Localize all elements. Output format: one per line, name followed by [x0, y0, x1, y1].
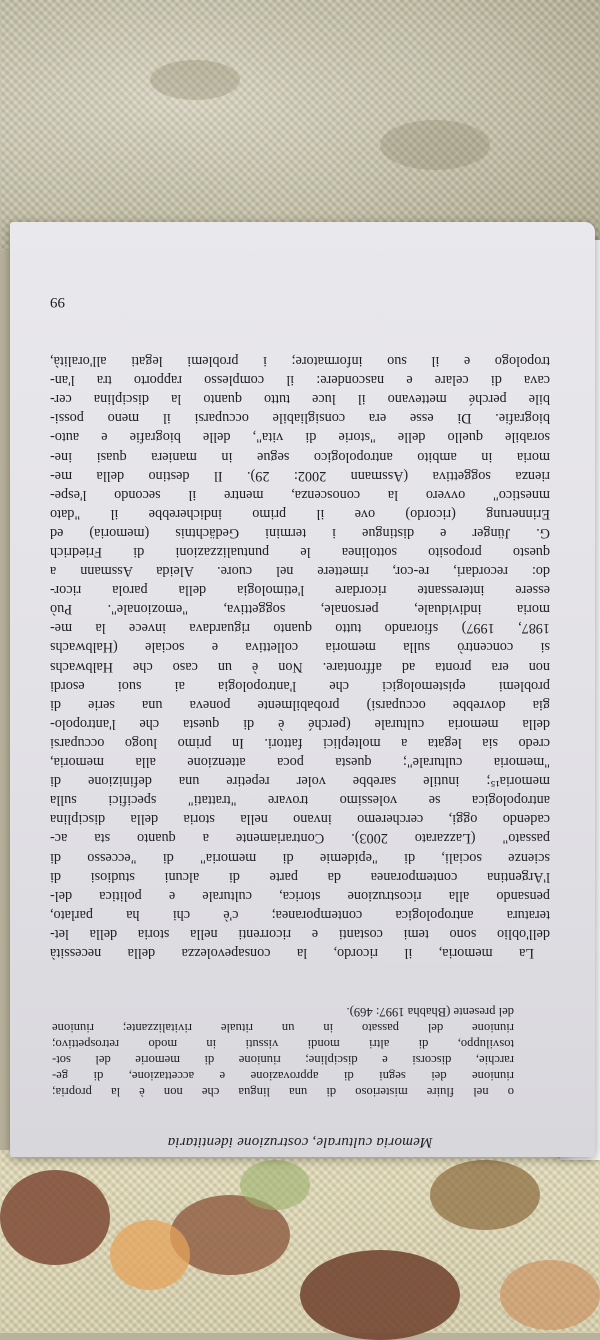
body-line: biografie. Di esse era consigliabile occuparsi il meno possi- — [50, 410, 550, 427]
quote-line: del presente (Bhabha 1997: 469). — [346, 1005, 514, 1019]
body-paragraph — [50, 351, 550, 962]
body-line: teratura antropologica contemporanea; c'è chi ha parlato, — [50, 906, 550, 923]
body-line: "memoria culturale"; questa poca attenzione alla memoria, — [50, 754, 550, 771]
body-line: La memoria, il ricordo, la consapevolezza della necessità — [50, 945, 534, 961]
body-line: l'Argentina contemporanea da parte di alcuni studiosi di — [50, 868, 550, 885]
body-line: rienza soggettiva (Assmann 2002: 29). Il destino della me- — [50, 467, 550, 484]
body-line: sorabile quello delle "storie di vita", delle biografie e auto- — [50, 429, 550, 446]
body-line: gia dovrebbe occuparsi) probabilmente poneva una serie di — [50, 696, 550, 713]
body-line: antropologica se volessimo trovare "trattati" specifici sulla — [50, 792, 550, 809]
body-line: questo proposito sottolinea le puntualizzazioni di Friedrich — [50, 544, 550, 561]
body-line: memoria¹⁵; inutile sarebbe voler repetire una definizione di — [50, 773, 550, 790]
quote-line: rarchie, discorsi e discipline; riunione di memorie del sot- — [52, 1053, 514, 1067]
body-line: dell'oblio sono temi costanti e ricorrenti nella storia della let- — [50, 925, 550, 942]
floral-blanket-background — [0, 1150, 600, 1333]
body-line: do: recordari, re-cor, rimettere nel cuore. Aleida Assmann a — [50, 563, 550, 580]
body-line: problemi epistemologici che l'antropologia ai suoi esordi — [50, 677, 550, 694]
floral-leaf — [0, 1170, 110, 1265]
fabric-background-top — [0, 0, 600, 250]
floral-flower — [110, 1220, 190, 1290]
body-line: tropologo e il suo informatore; i problemi legati all'oralità, — [50, 353, 550, 370]
body-line: non era pronta ad affrontare. Non è un caso che Halbwachs — [50, 658, 550, 675]
block-quote — [52, 1004, 514, 1100]
quote-line: tosviluppo, di altri mondi vissuti in modo retrospettivo; — [52, 1037, 514, 1051]
floral-leaf — [300, 1250, 460, 1340]
body-line: moria in ambito antropologico segue in maniera quasi ine- — [50, 448, 550, 465]
quote-line: riunione dei segni di approvazione e accettazione, di ge- — [52, 1069, 514, 1083]
body-line: passato" (Lazzarato 2003). Contrariamente a quanto sta ac- — [50, 830, 550, 847]
body-line: 1987, 1997) sfiorando tutto quanto riguardava invece la me- — [50, 620, 550, 637]
body-line: Erinnerung (ricordo) ove il primo indicherebbe il "dato — [50, 505, 550, 522]
quote-line: riunione del passato in un rituale rivitalizzante; riunione — [52, 1021, 514, 1035]
body-line: cadendo oggi, cercheremo invano nella storia della disciplina — [50, 811, 550, 828]
stain-spot — [380, 120, 490, 170]
running-head: Memoria culturale, costruzione identitaria — [167, 1134, 433, 1150]
stain-spot — [150, 60, 240, 100]
quote-line: o nel fluire misterioso di una lingua che non è la propria; — [52, 1085, 514, 1099]
body-line: bile perché mettevano il luce tutto quanto la disciplina cer- — [50, 391, 550, 408]
body-line: pensando alla ricostruzione storica, culturale e politica del- — [50, 887, 550, 904]
floral-leaf — [430, 1160, 540, 1230]
body-line: credo sia legata a molteplici fattori. In primo luogo occuparsi — [50, 734, 550, 751]
body-line: essere interessante ricordare l'etimologia della parola ricor- — [50, 582, 550, 599]
body-line: G. Jünger e distingue i termini Gedächtnis (memoria) ed — [50, 524, 550, 541]
upside-down-text-block — [50, 280, 550, 1150]
page-number: 99 — [50, 294, 65, 310]
body-line: si concentrò sulla memoria collettiva e sociale (Halbwachs — [50, 639, 550, 656]
floral-flower — [500, 1260, 600, 1330]
floral-flower — [240, 1160, 310, 1210]
body-line: mnestico" ovvero la conoscenza, mentre il secondo l'espe- — [50, 486, 550, 503]
body-line: della memoria culturale (perché è di questa che l'antropolo- — [50, 715, 550, 732]
body-line: cava di celare e nascondere: il complesso rapporto tra l'an- — [50, 372, 550, 389]
body-line: moria individuale, personale, soggettiva, "emozionale". Può — [50, 601, 550, 618]
body-line: scienze sociali, di "epidemie di memoria" di "eccesso di — [50, 849, 550, 866]
